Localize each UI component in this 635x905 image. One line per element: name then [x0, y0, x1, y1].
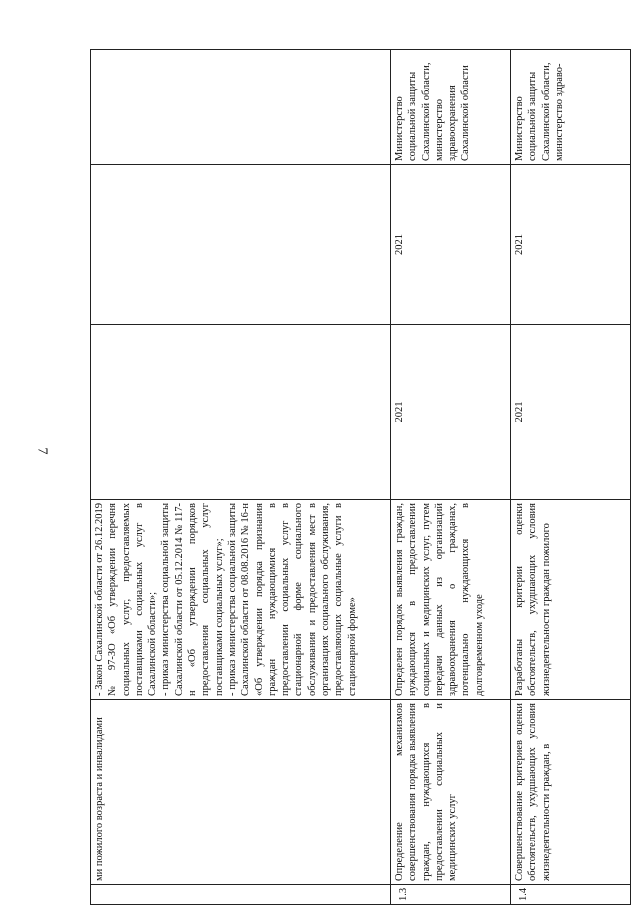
row-number	[91, 885, 391, 905]
responsible-cell	[91, 50, 391, 165]
measure-cell: Определение механизмов совершенствования порядка выявления граждан, нуждающихся в предоставлении социальных и медицинских услуг	[391, 700, 511, 885]
responsible-cell: Министерство социальной защиты Сахалинской области, министерство здраво-	[511, 50, 631, 165]
end-year-cell: 2021	[391, 165, 511, 325]
description-cell: - Закон Сахалинской области от 26.12.2019 № 97-ЗО «Об утверждении перечня социальных услуг, предоставляемых поставщиками социальных услуг в Сахалинской области»; - приказ министерства социальной защиты Сахалинской области от 05.12.2014 № 117-н «Об утверждении порядков предоставления социальных услуг поставщиками социальных услуг»; - приказ министерства социальной защиты Сахалинской области от 08.08.2016 № 16-н «Об утверждении порядка признания граждан нуждающимися в предоставлении социальных услуг в стационарной форме социального обслуживания и предоставления мест в организациях социального обслуживания, предоставляющих социальные услуги в стационарной форме»	[91, 500, 391, 700]
table-row	[511, 50, 631, 905]
table-row	[391, 50, 511, 905]
measures-table	[90, 49, 631, 905]
start-year-cell: 2021	[391, 325, 511, 500]
row-number: 1.4	[511, 885, 631, 905]
responsible-cell: Министерство социальной защиты Сахалинской области, министерство здравоохранения Сахалинской области	[391, 50, 511, 165]
table-row	[91, 50, 391, 905]
description-cell: Разработаны критерии оценки обстоятельств, ухудшающих условия жизнедеятельности граждан пожилого	[511, 500, 631, 700]
start-year-cell	[91, 325, 391, 500]
rotated-page-content	[90, 50, 630, 905]
measure-cell: ми пожилого возраста и инвалидами	[91, 700, 391, 885]
row-number: 1.3	[391, 885, 511, 905]
end-year-cell	[91, 165, 391, 325]
end-year-cell: 2021	[511, 165, 631, 325]
start-year-cell: 2021	[511, 325, 631, 500]
measure-cell: Совершенствование критериев оценки обстоятельств, ухудшающих условия жизнедеятельности граждан, в	[511, 700, 631, 885]
page-number: 7	[34, 447, 50, 455]
description-cell: Определен порядок выявления граждан, нуждающихся в предоставлении социальных и медицинских услуг, путем передачи данных из организаций здравоохранения о гражданах, потенциально нуждающихся в долговременном уходе	[391, 500, 511, 700]
